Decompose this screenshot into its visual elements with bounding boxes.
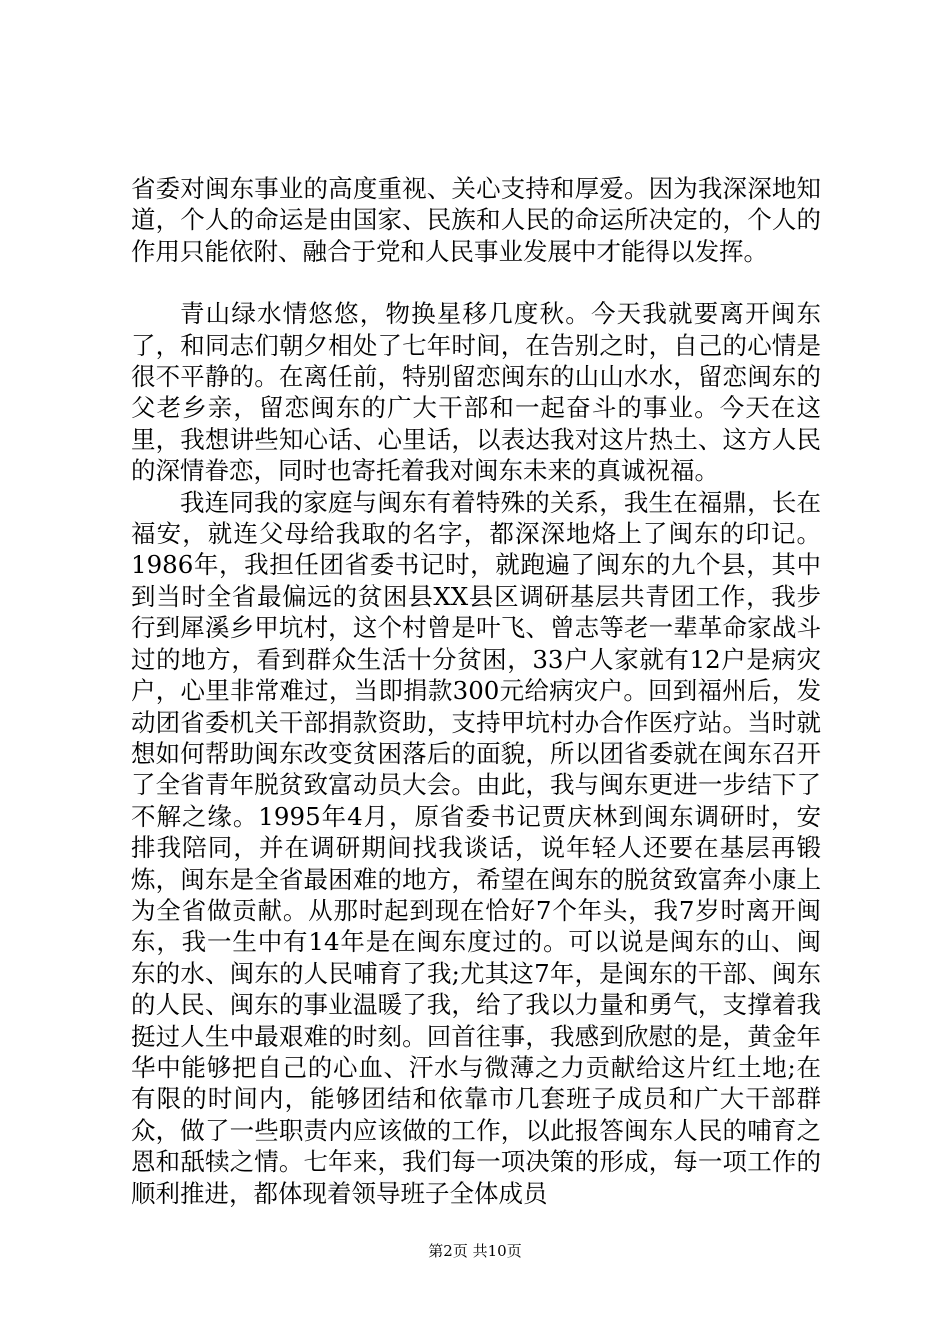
paragraph-history: 我连同我的家庭与闽东有着特殊的关系，我生在福鼎，长在福安，就连父母给我取的名字，都深深地烙上了闽东的印记。1986年，我担任团省委书记时，就跑遍了闽东的九个县，其中到当时全省最偏远的贫困县XX县区调研基层共青团工作，我步行到犀溪乡甲坑村，这个村曾是叶飞、曾志等老一辈革命家战斗过的地方，看到群众生活十分贫困，33户人家就有12户是病灾户，心里非常难过，当即捐款300元给病灾户。回到福州后，发动团省委机关干部捐款资助，支持甲坑村办合作医疗站。当时就想如何帮助闽东改变贫困落后的面貌，所以团省委就在闽东召开了全省青年脱贫致富动员大会。由此，我与闽东更进一步结下了不解之缘。1995年4月，原省委书记贾庆林到闽东调研时，安排我陪同，并在调研期间找我谈话，说年轻人还要在基层再锻炼，闽东是全省最困难的地方，希望在闽东的脱贫致富奔小康上为全省做贡献。从那时起到现在恰好7个年头，我7岁时离开闽东，我一生中有14年是在闽东度过的。可以说是闽东的山、闽东的水、闽东的人民哺育了我;尤其这7年，是闽东的干部、闽东的人民、闽东的事业温暖了我，给了我以力量和勇气，支撑着我挺过人生中最艰难的时刻。回首往事，我感到欣慰的是，黄金年华中能够把自己的心血、汗水与微薄之力贡献给这片红土地;在有限的时间内，能够团结和依靠市几套班子成员和广大干部群众，做了一些职责内应该做的工作，以此报答闽东人民的哺育之恩和舐犊之情。七年来，我们每一项决策的形成，每一项工作的顺利推进，都体现着领导班子全体成员 bbox=[131, 487, 821, 1208]
paragraph-spacer bbox=[131, 267, 821, 298]
document-body bbox=[131, 173, 821, 1209]
paragraph-continued: 省委对闽东事业的高度重视、关心支持和厚爱。因为我深深地知道，个人的命运是由国家、民族和人民的命运所决定的，个人的作用只能依附、融合于党和人民事业发展中才能得以发挥。 bbox=[131, 174, 821, 266]
page-number-footer: 第2页 共10页 bbox=[428, 1242, 522, 1260]
paragraph-farewell: 青山绿水情悠悠，物换星移几度秋。今天我就要离开闽东了，和同志们朝夕相处了七年时间，在告别之时，自己的心情是很不平静的。在离任前，特别留恋闽东的山山水水，留恋闽东的父老乡亲，留恋闽东的广大干部和一起奋斗的事业。今天在这里，我想讲些知心话、心里话，以表达我对这片热土、这方人民的深情眷恋，同时也寄托着我对闽东未来的真诚祝福。 bbox=[131, 299, 821, 486]
